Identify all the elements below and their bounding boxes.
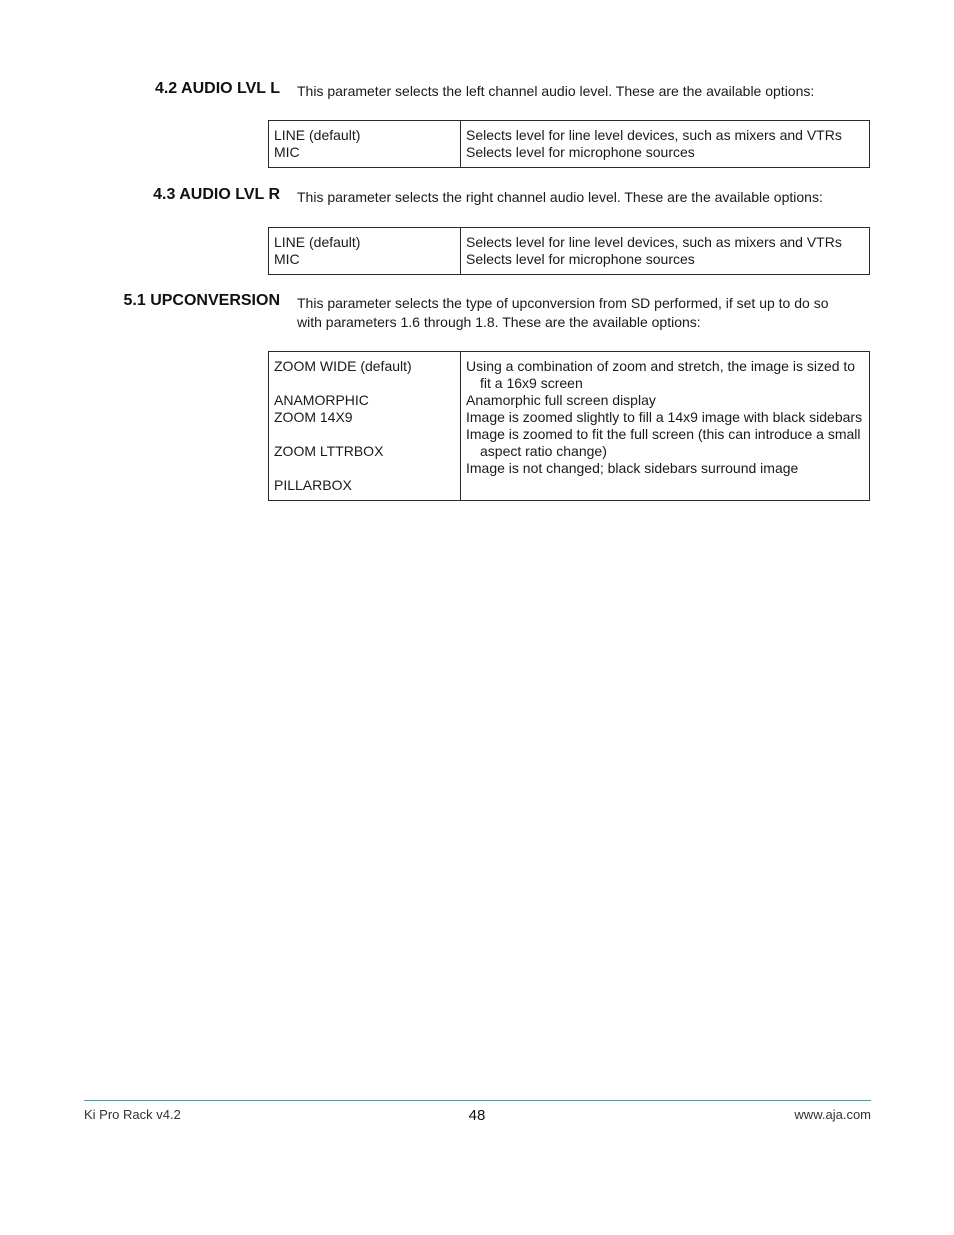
option-names-cell: [269, 228, 461, 275]
option-description: Image is not changed; black sidebars surround image: [466, 460, 799, 476]
options-table: [268, 351, 870, 501]
section-description: This parameter selects the left channel audio level. These are the available options:: [297, 83, 815, 99]
table-row: [269, 352, 870, 501]
option-description: Image is zoomed slightly to fill a 14x9 image with black sidebars: [466, 409, 863, 425]
options-table: [268, 227, 870, 275]
option-description: Anamorphic full screen display: [466, 392, 656, 408]
option-name: MIC: [274, 144, 300, 160]
option-name: LINE (default): [274, 127, 361, 143]
option-name: ANAMORPHIC: [274, 392, 369, 408]
section-heading: 4.2 AUDIO LVL L: [154, 80, 280, 97]
page-number: 48: [468, 1107, 486, 1124]
option-name: PILLARBOX: [274, 477, 352, 493]
option-description: Using a combination of zoom and stretch, the image is sized to fit a 16x9 screen: [466, 358, 856, 391]
option-names-cell: [269, 352, 461, 501]
table-row: [269, 228, 870, 275]
option-descriptions-cell: [461, 352, 870, 501]
spacer: [274, 426, 455, 443]
section-heading: 5.1 UPCONVERSION: [123, 292, 280, 309]
options-table: [268, 120, 870, 168]
section-heading: 4.3 AUDIO LVL R: [153, 186, 280, 203]
spacer: [274, 460, 455, 477]
footer-product-name: Ki Pro Rack v4.2: [84, 1107, 181, 1122]
option-description: Image is zoomed to fit the full screen (this can introduce a small aspect ratio change): [466, 426, 861, 459]
option-descriptions-cell: [461, 228, 870, 275]
option-names-cell: [269, 121, 461, 168]
option-description: Selects level for line level devices, such as mixers and VTRs: [466, 234, 842, 250]
option-description: Selects level for microphone sources: [466, 144, 695, 160]
option-description: Selects level for microphone sources: [466, 251, 695, 267]
option-name: LINE (default): [274, 234, 361, 250]
footer-website: www.aja.com: [794, 1107, 871, 1122]
spacer: [274, 375, 455, 392]
option-descriptions-cell: [461, 121, 870, 168]
option-name: ZOOM 14X9: [274, 409, 353, 425]
section-description: This parameter selects the type of upconversion from SD performed, if set up to do so with parameters 1.6 through 1.8. These are the available options:: [297, 295, 829, 330]
option-description: Selects level for line level devices, such as mixers and VTRs: [466, 127, 842, 143]
option-name: MIC: [274, 251, 300, 267]
table-row: [269, 121, 870, 168]
section-description: This parameter selects the right channel audio level. These are the available options:: [297, 189, 823, 205]
option-name: ZOOM LTTRBOX: [274, 443, 384, 459]
footer-divider: [84, 1100, 871, 1101]
option-name: ZOOM WIDE (default): [274, 358, 412, 374]
